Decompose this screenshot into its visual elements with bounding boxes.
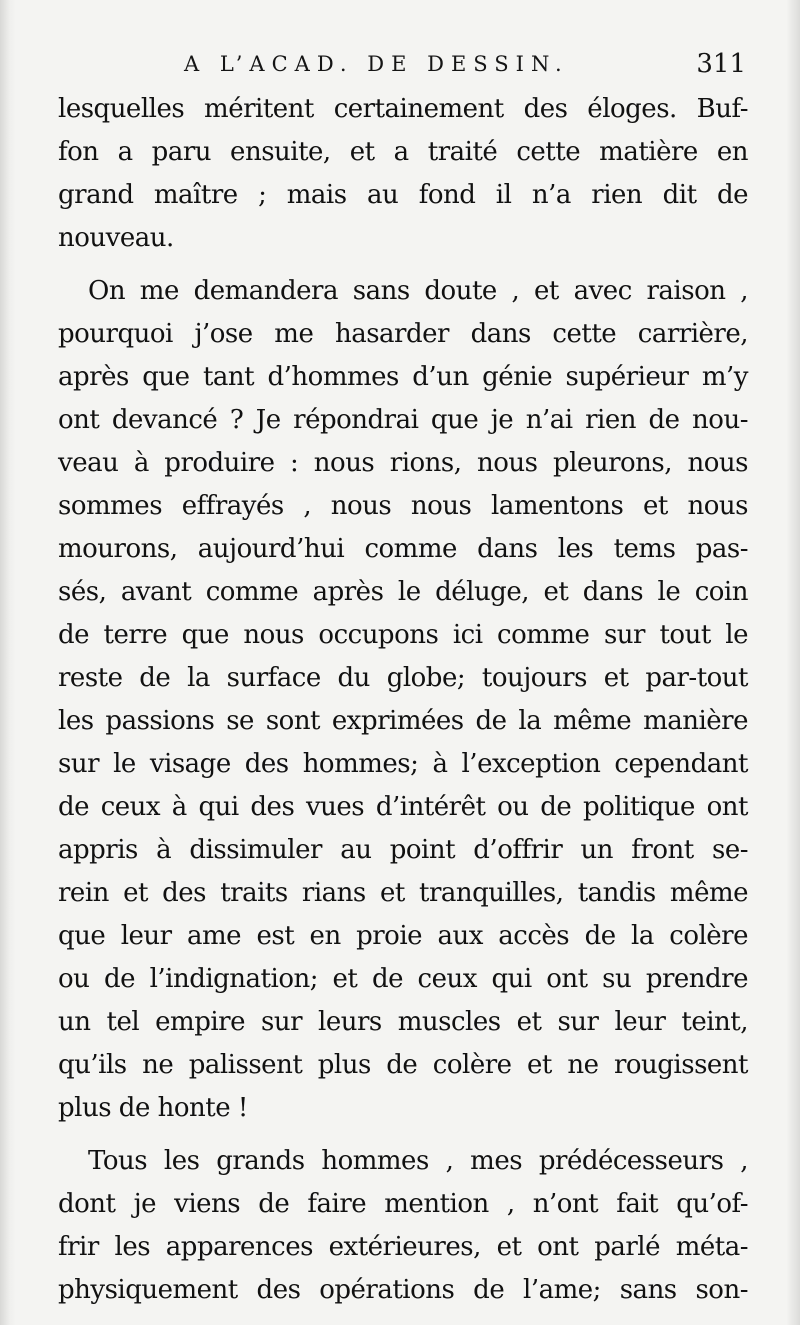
text-line: ou de l’indignation; et de ceux qui ont su prendre (58, 964, 748, 994)
text-line: de terre que nous occupons ici comme sur tout le (58, 620, 748, 650)
text-line: sommes effrayés , nous nous lamentons et nous (58, 491, 748, 521)
text-line: grand maître ; mais au fond il n’a rien dit de (58, 180, 748, 210)
text-line: dont je viens de faire mention , n’ont fait qu’of- (58, 1189, 748, 1219)
text-line: fon a paru ensuite, et a traité cette matière en (58, 137, 748, 167)
page-edge-shadow (786, 0, 800, 1325)
paragraph-1 (58, 88, 748, 260)
text-line: appris à dissimuler au point d’offrir un front se- (58, 835, 748, 865)
text-line: ont devancé ? Je répondrai que je n’ai rien de nou- (58, 405, 748, 435)
text-line: sur le visage des hommes; à l’exception cependant (58, 749, 748, 779)
text-line: rein et des traits rians et tranquilles, tandis même (58, 878, 748, 908)
text-line: plus de honte ! (58, 1093, 248, 1123)
text-line: veau à produire : nous rions, nous pleurons, nous (58, 448, 748, 478)
text-line: nouveau. (58, 223, 174, 253)
text-line: les passions se sont exprimées de la même manière (58, 706, 748, 736)
text-line: physiquement des opérations de l’ame; sans son- (58, 1275, 748, 1305)
body-text (58, 88, 748, 1312)
text-line: que leur ame est en proie aux accès de la colère (58, 921, 748, 951)
running-title: A L’ACAD. DE DESSIN. (184, 52, 569, 76)
text-line: après que tant d’hommes d’un génie supérieur m’y (58, 362, 748, 392)
text-line: qu’ils ne palissent plus de colère et ne rougissent (58, 1050, 748, 1080)
paragraph-2 (58, 270, 748, 1130)
paragraph-3 (58, 1140, 748, 1312)
text-line: mourons, aujourd’hui comme dans les tems pas- (58, 534, 748, 564)
page-header (60, 44, 746, 84)
text-line: un tel empire sur leurs muscles et sur leur teint, (58, 1007, 748, 1037)
text-line: frir les apparences extérieures, et ont parlé méta- (58, 1232, 748, 1262)
text-line: sés, avant comme après le déluge, et dans le coin (58, 577, 748, 607)
page-number: 311 (696, 49, 746, 79)
text-line: Tous les grands hommes , mes prédécesseurs , (88, 1146, 748, 1176)
page-gutter-shadow (0, 0, 16, 1325)
text-line: reste de la surface du globe; toujours et par-tout (58, 663, 748, 693)
text-line: On me demandera sans doute , et avec raison , (88, 276, 748, 306)
text-line: lesquelles méritent certainement des éloges. Buf- (58, 94, 748, 124)
text-line: de ceux à qui des vues d’intérêt ou de politique ont (58, 792, 748, 822)
text-line: pourquoi j’ose me hasarder dans cette carrière, (58, 319, 748, 349)
